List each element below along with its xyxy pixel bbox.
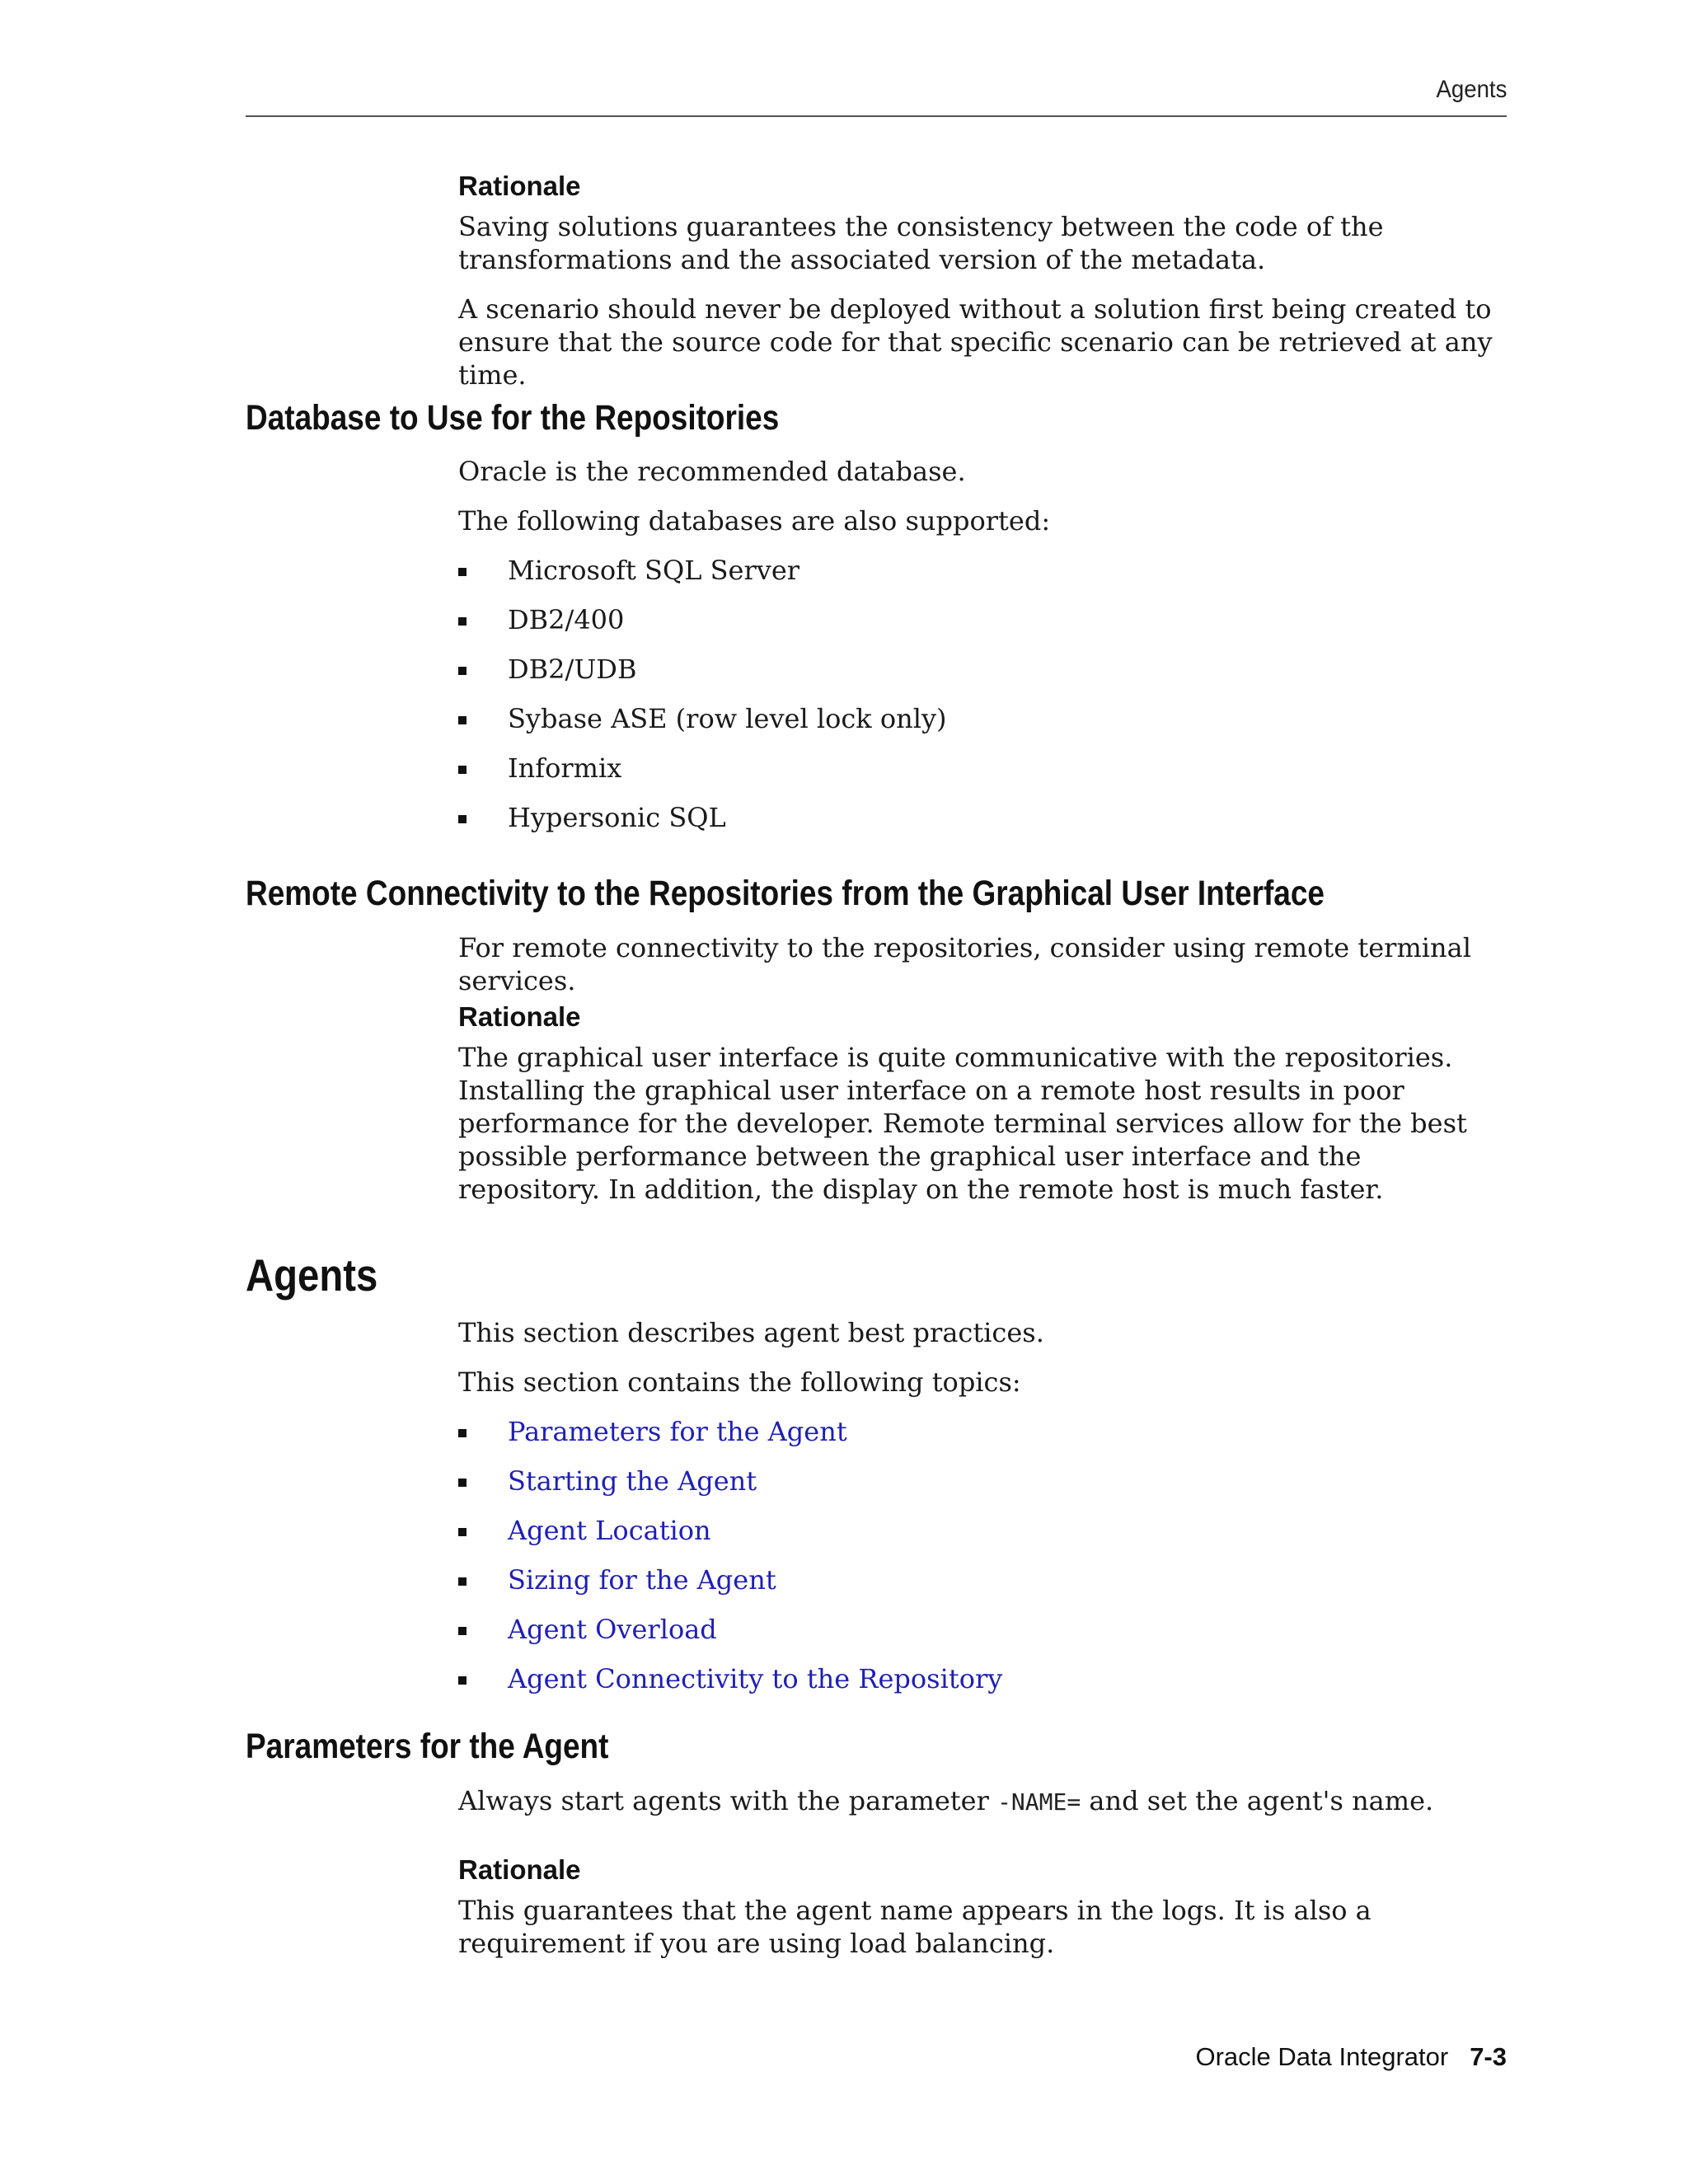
topic-link-parameters[interactable]: Parameters for the Agent [508, 1416, 847, 1447]
list-item: Sybase ASE (row level lock only) [458, 702, 1447, 752]
list-item: Microsoft SQL Server [458, 554, 1447, 603]
paragraph: Saving solutions guarantees the consistency between the code of the transformations and the associated version of the metadata. [458, 211, 1384, 275]
section-heading-remote: Remote Connectivity to the Repositories from the Graphical User Interface [246, 874, 1325, 913]
paragraph: Always start agents with the parameter -NAME= and set the agent's name. [458, 1785, 1434, 1816]
list-item: Hypersonic SQL [458, 801, 1447, 851]
list-item: DB2/UDB [458, 653, 1447, 702]
code-parameter: -NAME= [997, 1788, 1081, 1816]
paragraph: For remote connectivity to the repositories, consider using remote terminal services. [458, 932, 1471, 996]
chapter-heading-agents: Agents [246, 1249, 378, 1301]
paragraph: The following databases are also supported: [458, 505, 1051, 537]
page-number: 7-3 [1470, 2042, 1507, 2071]
paragraph: This section contains the following topics: [458, 1366, 1021, 1398]
bullet-square-icon [458, 667, 467, 675]
list-item [458, 1514, 1447, 1563]
section-heading-parameters: Parameters for the Agent [246, 1727, 609, 1766]
paragraph: The graphical user interface is quite communicative with the repositories. Installing the graphical user interface on a remote host results in poor performance for the developer. Remote terminal services allow for the best possible performance between the graphical user interface and the repository. In addition, the display on the remote host is much faster. [458, 1042, 1467, 1205]
section-heading-database: Database to Use for the Repositories [246, 398, 780, 438]
list-item [458, 1613, 1447, 1662]
bullet-square-icon [458, 1577, 467, 1586]
bullet-square-icon [458, 766, 467, 774]
list-item [458, 1662, 1447, 1712]
list-item [458, 1563, 1447, 1613]
bullet-square-icon [458, 568, 467, 576]
running-header-title: Agents [1436, 76, 1507, 103]
rationale-label: Rationale [458, 1854, 581, 1885]
bullet-square-icon [458, 1429, 467, 1437]
topics-list [458, 1415, 1447, 1712]
footer-title: Oracle Data Integrator [1195, 2042, 1449, 2071]
topic-link-connectivity[interactable]: Agent Connectivity to the Repository [508, 1663, 1003, 1694]
bullet-square-icon [458, 716, 467, 724]
list-item [458, 1465, 1447, 1514]
topic-link-overload[interactable]: Agent Overload [508, 1614, 717, 1645]
paragraph: This section describes agent best practices. [458, 1317, 1044, 1348]
paragraph: Oracle is the recommended database. [458, 456, 966, 487]
topic-link-location[interactable]: Agent Location [508, 1515, 711, 1546]
topic-link-sizing[interactable]: Sizing for the Agent [508, 1564, 776, 1596]
bullet-square-icon [458, 1528, 467, 1536]
running-header [246, 68, 1507, 117]
list-item: Informix [458, 752, 1447, 801]
bullet-square-icon [458, 1479, 467, 1487]
bullet-square-icon [458, 815, 467, 823]
paragraph: A scenario should never be deployed without a solution first being created to ensure that the source code for that specific scenario can be retrieved at any time. [458, 293, 1493, 391]
rationale-label: Rationale [458, 1001, 581, 1032]
bullet-square-icon [458, 1627, 467, 1635]
topic-link-starting[interactable]: Starting the Agent [508, 1465, 757, 1497]
list-item [458, 1415, 1447, 1465]
rationale-label: Rationale [458, 171, 581, 201]
paragraph: This guarantees that the agent name appears in the logs. It is also a requirement if you are using load balancing. [458, 1895, 1372, 1959]
list-item: DB2/400 [458, 603, 1447, 653]
bullet-square-icon [458, 1676, 467, 1685]
bullet-square-icon [458, 617, 467, 626]
database-list [458, 554, 1447, 851]
page-footer [1195, 2042, 1507, 2072]
